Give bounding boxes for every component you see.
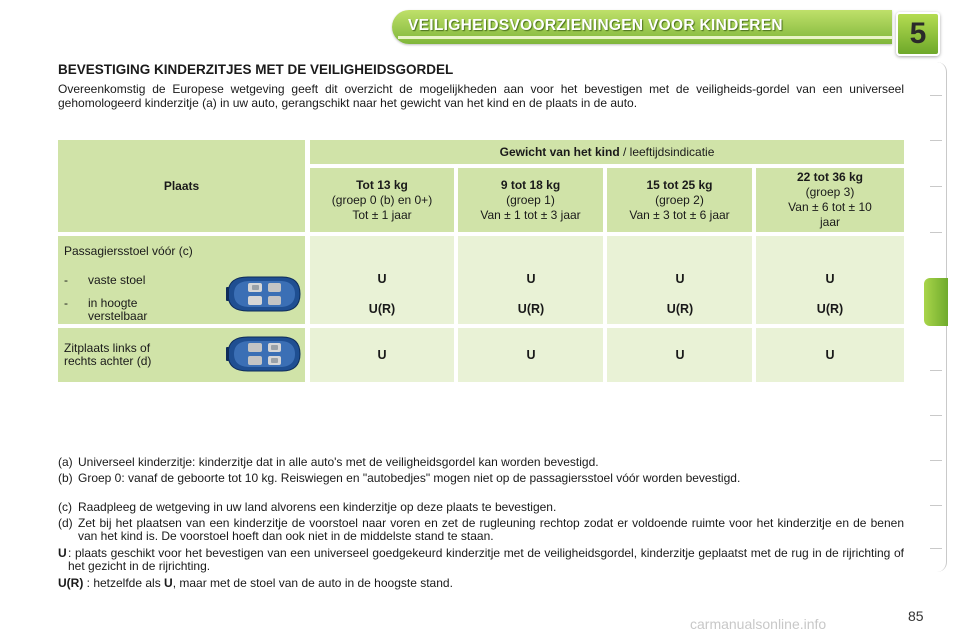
side-rail-notch xyxy=(930,415,942,416)
legend-text: : plaats geschikt voor het bevestigen van een universeel goedgekeurd kinderzitje met de veiligheidsgordel, kinderzitje geplaatst met de rug in de rijrichting of het gezicht in de rijrichting. xyxy=(68,546,904,573)
front-fixed-value: U xyxy=(526,272,536,286)
column-group: (groep 1) xyxy=(506,192,555,207)
column-divider xyxy=(603,168,607,382)
front-adjustable-value: U(R) xyxy=(816,302,844,316)
weight-header-rest: / leeftijdsindicatie xyxy=(619,144,715,159)
column-group: (groep 0 (b) en 0+) xyxy=(331,192,433,207)
footnote-label: (d) xyxy=(58,516,73,530)
legend-label: U xyxy=(58,546,67,560)
column-weight: 22 tot 36 kg xyxy=(796,170,864,184)
footnote-text: Zet bij het plaatsen van een kinderzitje de voorstoel naar voren en zet de rugleuning rechtop zodat er voldoende ruimte voor het kinderzitje en de benen van het kind is. De voorstoel hoeft dan ook niet in de middelste stand te staan. xyxy=(78,516,904,543)
front-adjustable-value: U(R) xyxy=(666,302,694,316)
weight-header-cell xyxy=(310,140,904,164)
column-header-group-1 xyxy=(458,168,603,232)
column-header-group-0 xyxy=(310,168,454,232)
front-seat-option-dash: - xyxy=(64,296,68,310)
column-age: Van ± 3 tot ± 6 jaar xyxy=(629,207,730,222)
rear-value: U xyxy=(377,348,387,362)
side-rail-notch xyxy=(930,140,942,141)
legend-ur xyxy=(58,577,904,590)
side-rail-notch xyxy=(930,95,942,96)
place-header: Plaats xyxy=(163,178,200,193)
chapter-number: 5 xyxy=(909,17,927,50)
column-divider xyxy=(454,168,458,382)
page-number: 85 xyxy=(908,608,924,624)
footnote-text: Universeel kinderzitje: kinderzitje dat in alle auto's met de veiligheidsgordel kan worden bevestigd. xyxy=(78,455,599,469)
rear-value: U xyxy=(526,348,536,362)
legend-text: : hetzelfde als xyxy=(83,576,165,590)
column-header-group-3 xyxy=(756,168,904,232)
column-age: Van ± 1 tot ± 3 jaar xyxy=(480,207,581,222)
front-fixed-value: U xyxy=(675,272,685,286)
legend-u xyxy=(58,547,904,573)
legend-label: U(R) xyxy=(58,576,84,590)
footnote-c xyxy=(58,501,904,514)
front-fixed-value: U xyxy=(825,272,835,286)
front-seat-option-adjustable-cont: verstelbaar xyxy=(88,309,148,323)
front-adjustable-value: U(R) xyxy=(368,302,396,316)
watermark: carmanualsonline.info xyxy=(690,616,827,632)
intro-paragraph: Overeenkomstig de Europese wetgeving geeft dit overzicht de mogelijkheden aan voor het bevestigen met de veiligheids-gordel van een universeel gehomologeerd kinderzitje (a) in uw auto, gerangschikt naar het gewicht van het kind en de plaats in de auto. xyxy=(58,82,904,110)
footnote-label: (b) xyxy=(58,471,73,485)
rear-value: U xyxy=(825,348,835,362)
front-adjustable-value: U(R) xyxy=(517,302,545,316)
front-seat-title: Passagiersstoel vóór (c) xyxy=(64,244,193,258)
side-rail-notch xyxy=(930,505,942,506)
column-header-group-2 xyxy=(607,168,752,232)
column-group: (groep 3) xyxy=(805,185,855,199)
side-rail-notch xyxy=(930,370,942,371)
legend-inline-label: U xyxy=(164,576,173,590)
rear-seat-title: Zitplaats links of xyxy=(64,341,151,355)
footnote-label: (a) xyxy=(58,455,73,469)
column-weight: 15 tot 25 kg xyxy=(646,177,713,192)
front-seat-option-adjustable: in hoogte xyxy=(88,296,138,310)
front-seat-option-dash: - xyxy=(64,273,68,287)
footnote-d xyxy=(58,517,904,543)
side-rail-notch xyxy=(930,460,942,461)
footnote-text: Raadpleeg de wetgeving in uw land alvorens een kinderzitje op deze plaats te bevestigen. xyxy=(78,500,557,514)
weight-header-bold: Gewicht van het kind xyxy=(499,144,620,159)
column-divider xyxy=(752,168,756,382)
column-group: (groep 2) xyxy=(655,192,704,207)
section-heading: BEVESTIGING KINDERZITJES MET DE VEILIGHEIDSGORDEL xyxy=(58,62,454,77)
column-age: Van ± 6 tot ± 10 jaar xyxy=(788,200,872,229)
side-rail-notch xyxy=(930,186,942,187)
footnote-text: Groep 0: vanaf de geboorte tot 10 kg. Reiswiegen en "autobedjes" mogen niet op de passagiersstoel vóór worden bevestigd. xyxy=(78,471,741,485)
front-fixed-value: U xyxy=(377,272,387,286)
column-age: Tot ± 1 jaar xyxy=(352,207,412,222)
side-rail-notch xyxy=(930,548,942,549)
place-header-cell xyxy=(58,140,305,232)
car-rear-seat-icon xyxy=(222,333,302,375)
front-seat-option-fixed: vaste stoel xyxy=(88,273,146,287)
chapter-tab-active[interactable] xyxy=(924,278,948,326)
column-weight: Tot 13 kg xyxy=(356,177,408,192)
page-title: VEILIGHEIDSVOORZIENINGEN VOOR KINDEREN xyxy=(408,17,783,34)
rear-seat-title-cont: rechts achter (d) xyxy=(64,354,152,368)
legend-text-cont: , maar met de stoel van de auto in de hoogste stand. xyxy=(172,576,453,590)
column-weight: 9 tot 18 kg xyxy=(500,177,561,192)
car-front-seat-icon xyxy=(222,273,302,315)
footnote-a xyxy=(58,456,904,469)
footnote-label: (c) xyxy=(58,500,72,514)
rear-value: U xyxy=(675,348,685,362)
side-rail-notch xyxy=(930,232,942,233)
footnote-b xyxy=(58,472,904,485)
